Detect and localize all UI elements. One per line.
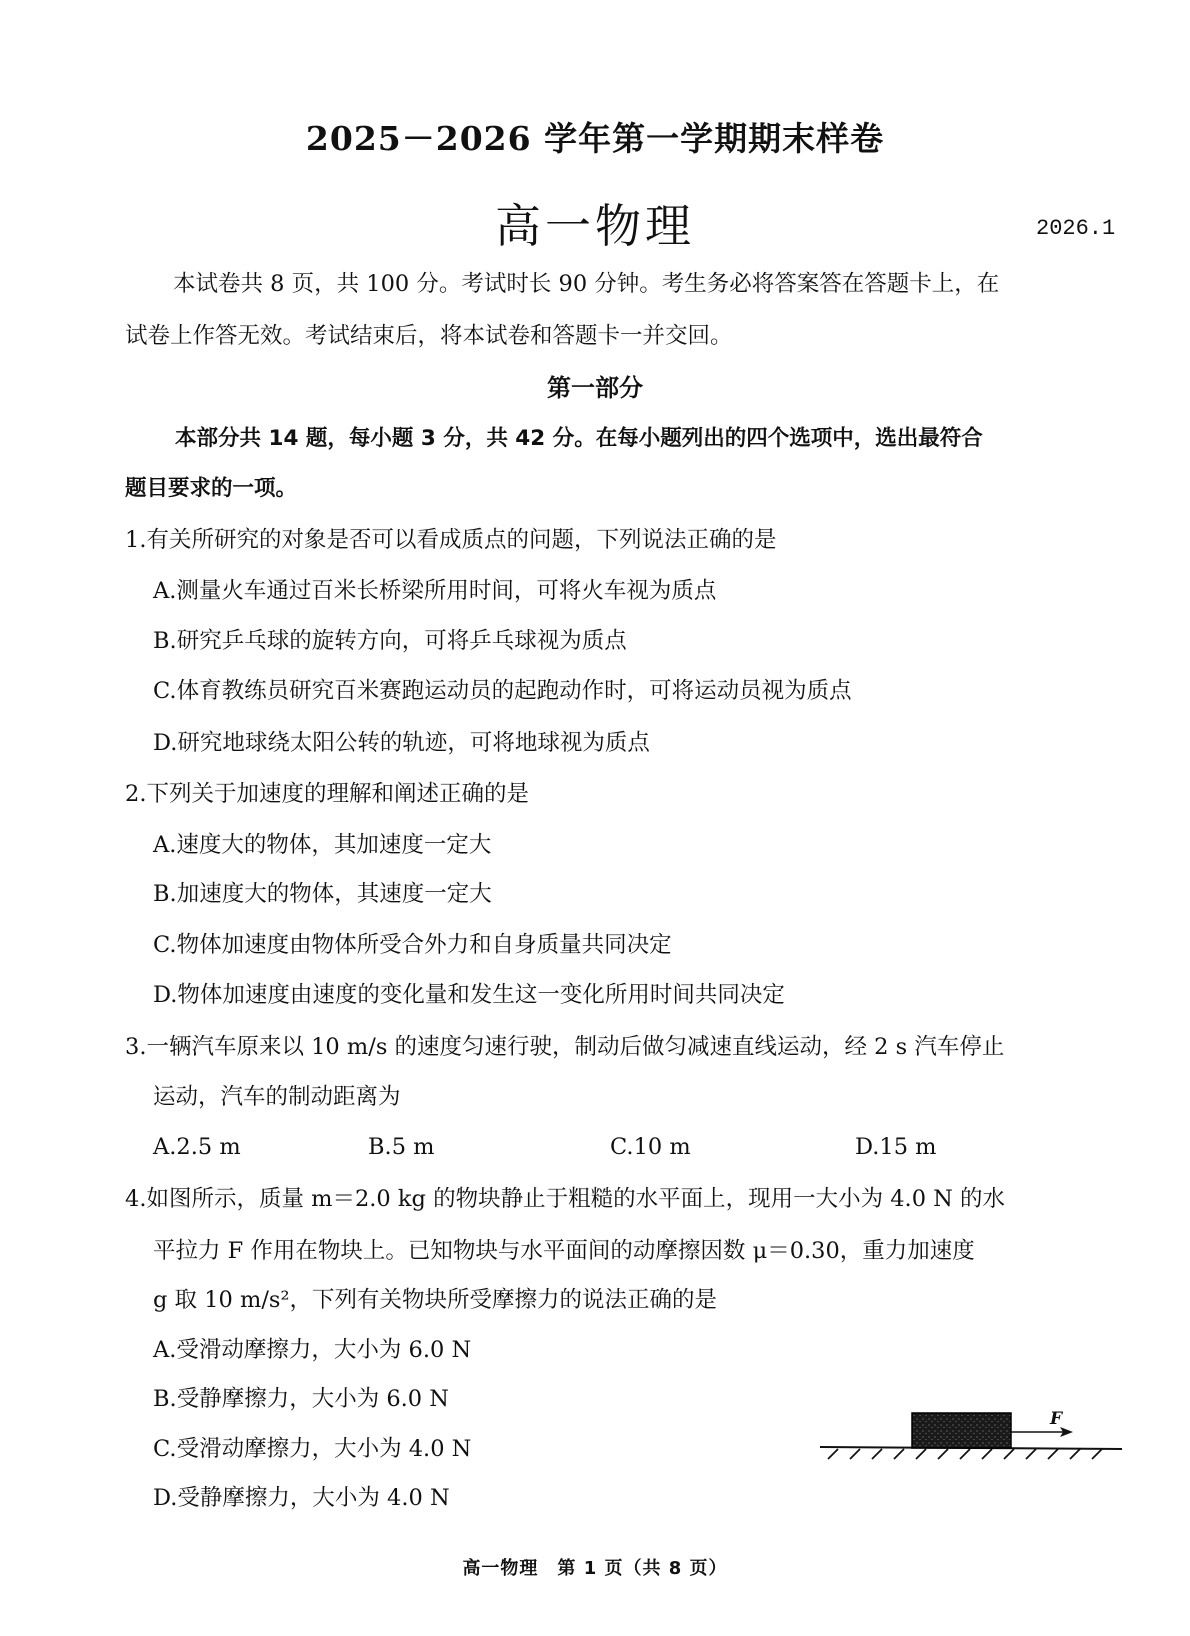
option-text: 体育教练员研究百米赛跑运动员的起跑动作时，可将运动员视为质点: [176, 678, 852, 704]
ground-hatching: [828, 1449, 1102, 1459]
block: [912, 1413, 1011, 1448]
force-label: F: [1050, 1409, 1063, 1429]
option-text: 受静摩擦力，大小为 6.0 N: [176, 1386, 449, 1412]
question-3-stem: [125, 1036, 1004, 1059]
option-label: D.: [153, 982, 178, 1008]
question-4-stem: [125, 1188, 1005, 1211]
option-text: 15 m: [879, 1134, 937, 1160]
question-number: 4.: [125, 1186, 147, 1212]
option-label: C.: [153, 932, 177, 958]
option-text: 加速度大的物体，其速度一定大: [176, 881, 492, 907]
question-number: 3.: [125, 1034, 147, 1060]
question-text: 如图所示，质量 m＝2.0 kg 的物块静止于粗糙的水平面上，现用一大小为 4.0 N 的水: [146, 1186, 1006, 1212]
part-desc-line-2: 题目要求的一项。: [125, 476, 298, 501]
exam-title: 2025－2026 学年第一学期期末样卷: [305, 119, 885, 158]
question-number: 2.: [125, 781, 147, 807]
option-text: 物体加速度由物体所受合外力和自身质量共同决定: [176, 932, 672, 958]
option-text: 受静摩擦力，大小为 4.0 N: [177, 1485, 450, 1511]
question-3-option-d: [855, 1136, 937, 1159]
question-4-stem-line-2: 平拉力 F 作用在物块上。已知物块与水平面间的动摩擦因数 μ＝0.30，重力加速度: [153, 1238, 975, 1264]
intro-line-1: 本试卷共 8 页，共 100 分。考试时长 90 分钟。考生务必将答案答在答题卡上，在: [173, 271, 1000, 297]
question-4-option-c: [153, 1438, 471, 1461]
question-2-stem: [125, 783, 529, 806]
option-label: D.: [855, 1134, 880, 1160]
question-2-option-b: [153, 883, 492, 906]
option-label: B.: [368, 1134, 392, 1160]
option-label: C.: [610, 1134, 634, 1160]
question-1-stem: [125, 529, 776, 552]
diagram-svg: [820, 1405, 1130, 1475]
question-1-option-c: [153, 680, 852, 703]
question-text: 一辆汽车原来以 10 m/s 的速度匀速行驶，制动后做匀减速直线运动，经 2 s 汽车停止: [146, 1034, 1005, 1060]
option-text: 研究乒乓球的旋转方向，可将乒乓球视为质点: [176, 628, 627, 654]
question-1-option-d: [153, 732, 650, 755]
page-footer: 高一物理 第 1 页（共 8 页）: [462, 1558, 728, 1579]
option-label: B.: [153, 1386, 177, 1412]
subject-title: 高一物理: [495, 199, 695, 253]
option-text: 5 m: [391, 1134, 435, 1160]
question-number: 1.: [125, 527, 147, 553]
question-2-option-a: [153, 834, 491, 857]
option-label: A.: [153, 1337, 177, 1363]
block-force-diagram: [820, 1405, 1130, 1475]
option-label: D.: [153, 1485, 178, 1511]
question-4-stem-line-3: g 取 10 m/s²，下列有关物块所受摩擦力的说法正确的是: [153, 1287, 717, 1313]
question-1-option-a: [153, 580, 716, 603]
question-3-option-a: [153, 1136, 241, 1159]
option-text: 研究地球绕太阳公转的轨迹，可将地球视为质点: [177, 730, 650, 756]
option-label: D.: [153, 730, 178, 756]
option-label: C.: [153, 678, 177, 704]
option-label: A.: [153, 578, 177, 604]
option-text: 测量火车通过百米长桥梁所用时间，可将火车视为质点: [176, 578, 717, 604]
option-label: B.: [153, 628, 177, 654]
option-text: 物体加速度由速度的变化量和发生这一变化所用时间共同决定: [177, 982, 785, 1008]
option-text: 10 m: [633, 1134, 691, 1160]
option-label: A.: [153, 832, 177, 858]
option-text: 受滑动摩擦力，大小为 6.0 N: [176, 1337, 472, 1363]
option-label: A.: [153, 1134, 177, 1160]
question-2-option-c: [153, 934, 672, 957]
question-3-option-c: [610, 1136, 691, 1159]
question-text: 有关所研究的对象是否可以看成质点的问题，下列说法正确的是: [146, 527, 777, 553]
intro-line-2: 试卷上作答无效。考试结束后，将本试卷和答题卡一并交回。: [125, 323, 733, 349]
question-4-option-b: [153, 1388, 449, 1411]
option-text: 速度大的物体，其加速度一定大: [176, 832, 492, 858]
exam-date: 2026.1: [1036, 216, 1116, 241]
question-1-option-b: [153, 630, 627, 653]
question-3-stem-line-2: 运动，汽车的制动距离为: [153, 1084, 401, 1110]
question-4-option-d: [153, 1487, 450, 1510]
option-text: 2.5 m: [176, 1134, 241, 1160]
option-label: B.: [153, 881, 177, 907]
question-4-option-a: [153, 1339, 471, 1362]
question-2-option-d: [153, 984, 785, 1007]
option-text: 受滑动摩擦力，大小为 4.0 N: [176, 1436, 472, 1462]
option-label: C.: [153, 1436, 177, 1462]
part-title: 第一部分: [547, 374, 643, 402]
part-desc-line-1: 本部分共 14 题，每小题 3 分，共 42 分。在每小题列出的四个选项中，选出最符合: [175, 426, 983, 451]
question-text: 下列关于加速度的理解和阐述正确的是: [146, 781, 529, 807]
question-3-option-b: [368, 1136, 435, 1159]
